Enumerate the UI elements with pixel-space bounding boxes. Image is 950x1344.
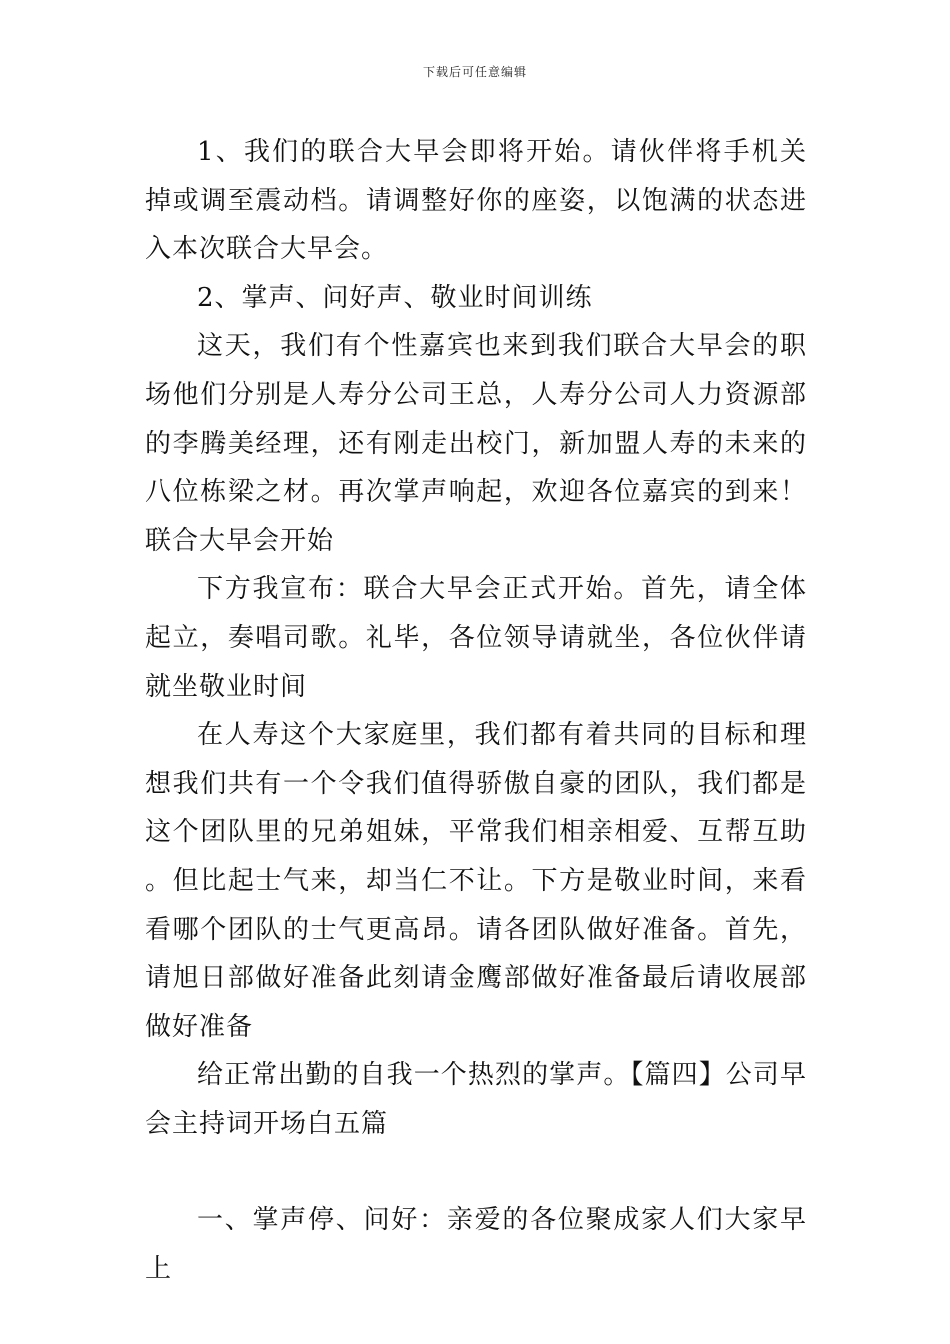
paragraph-1: 1、我们的联合大早会即将开始。请伙伴将手机关掉或调至震动档。请调整好你的座姿，以饱满的状态进入本次联合大早会。 [145, 137, 807, 265]
page-header: 下载后可任意编辑 [422, 65, 527, 79]
paragraph-3: 这天，我们有个性嘉宾也来到我们联合大早会的职场他们分别是人寿分公司王总，人寿分公司人力资源部的李腾美经理，还有刚走出校门，新加盟人寿的未来的八位栋梁之材。再次掌声响起，欢迎各位嘉宾的到来！联合大早会开始 [145, 331, 807, 556]
paragraph-7: 一、掌声停、问好：亲爱的各位聚成家人们大家早上 [145, 1205, 807, 1285]
paragraph-4: 下方我宣布：联合大早会正式开始。首先，请全体起立，奏唱司歌。礼毕，各位领导请就坐，各位伙伴请就坐敬业时间 [145, 574, 807, 702]
paragraph-gap [145, 1148, 807, 1196]
paragraph-6: 给正常出勤的自我一个热烈的掌声。【篇四】公司早会主持词开场白五篇 [145, 1060, 807, 1139]
paragraph-2: 2、掌声、问好声、敬业时间训练 [197, 282, 593, 313]
paragraph-5: 在人寿这个大家庭里，我们都有着共同的目标和理想我们共有一个令我们值得骄傲自豪的团队，我们都是这个团队里的兄弟姐妹，平常我们相亲相爱、互帮互助。但比起士气来，却当仁不让。下方是敬业时间，来看看哪个团队的士气更高昂。请各团队做好准备。首先，请旭日部做好准备此刻请金鹰部做好准备最后请收展部做好准备 [145, 720, 807, 1042]
document-body [145, 128, 807, 1294]
